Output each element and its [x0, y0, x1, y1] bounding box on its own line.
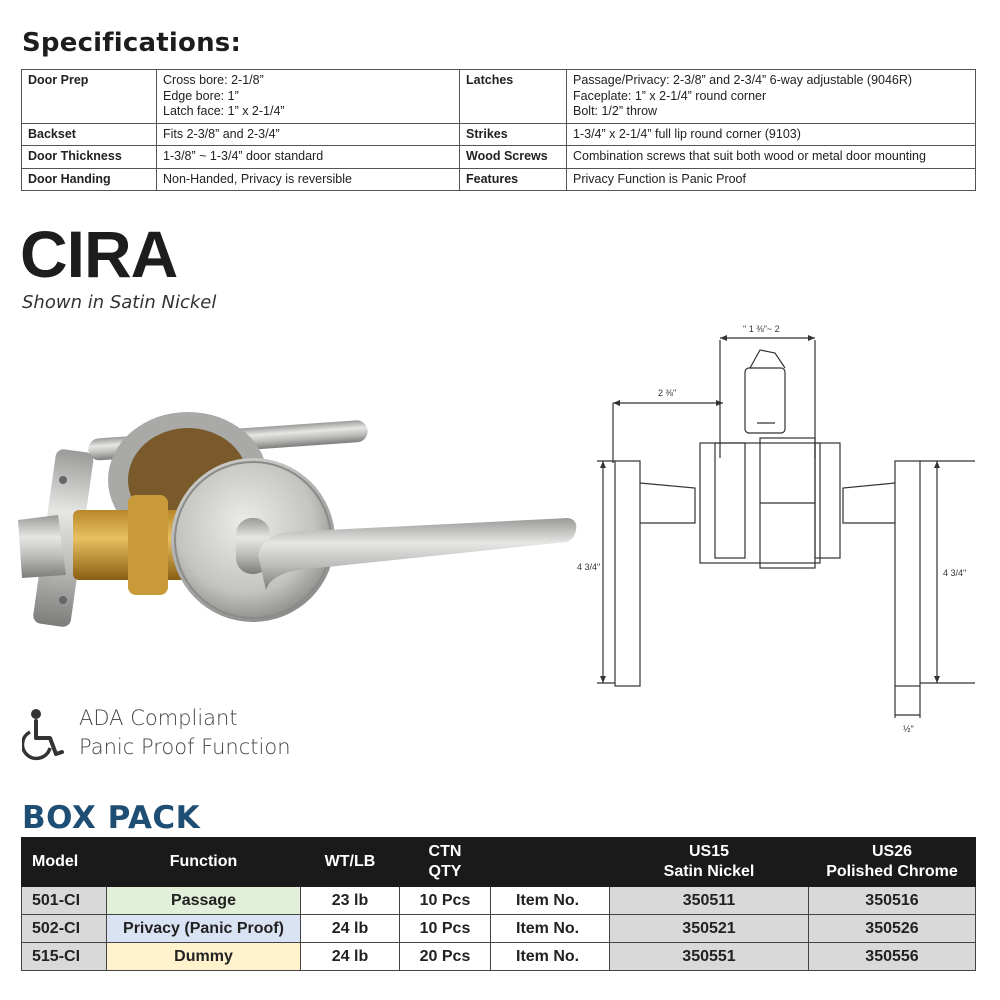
spec-label: Door Thickness: [22, 146, 157, 169]
feature-lines: [79, 704, 291, 762]
qty-cell: 20 Pcs: [400, 943, 491, 971]
function-cell: Privacy (Panic Proof): [107, 915, 301, 943]
specifications-table: [21, 69, 976, 191]
model-cell: 515-CI: [22, 943, 107, 971]
spec-row: [22, 168, 976, 191]
weight-cell: 24 lb: [301, 915, 400, 943]
spec-line: Non-Handed, Privacy is reversible: [163, 171, 352, 186]
table-row: [22, 943, 976, 971]
spec-value: [157, 146, 460, 169]
box-pack-title: BOX PACK: [22, 800, 201, 836]
spec-line: Combination screws that suit both wood or metal door mounting: [573, 149, 926, 163]
specifications-title: Specifications:: [22, 28, 242, 58]
spec-value: [157, 123, 460, 146]
dim-door-thickness: " 1 ⅜"~ 2: [743, 324, 780, 334]
spec-line: Faceplate: 1” x 2-1/4” round corner: [573, 88, 767, 103]
dim-lever-width: ½": [903, 724, 914, 734]
us26-item-cell: 350526: [809, 915, 976, 943]
lever-handle-photo: [18, 400, 578, 650]
spec-label: Strikes: [460, 123, 567, 146]
us26-item-cell: 350556: [809, 943, 976, 971]
us15-item-cell: 350511: [610, 887, 809, 915]
ada-compliant-text: ADA Compliant: [79, 706, 238, 730]
dim-height-right: 4 3/4": [943, 568, 967, 578]
qty-cell: 10 Pcs: [400, 915, 491, 943]
item-label-cell: Item No.: [491, 943, 610, 971]
col-us15-code: US15: [688, 843, 730, 860]
col-qty-line: QTY: [428, 863, 462, 880]
spec-value: [567, 123, 976, 146]
table-row: [22, 915, 976, 943]
product-finish-caption: Shown in Satin Nickel: [22, 292, 217, 313]
spec-label: Backset: [22, 123, 157, 146]
spec-line: Cross bore: 2-1/8”: [163, 73, 264, 87]
us15-item-cell: 350551: [610, 943, 809, 971]
spec-line: Passage/Privacy: 2-3/8” and 2-3/4” 6-way adjustable (9046R): [573, 73, 913, 87]
spec-value: [157, 70, 460, 124]
col-function: Function: [107, 838, 301, 887]
col-us15: [610, 838, 809, 887]
spec-row: [22, 123, 976, 146]
qty-cell: 10 Pcs: [400, 887, 491, 915]
spec-label: Features: [460, 168, 567, 191]
table-row: [22, 887, 976, 915]
wheelchair-icon: [22, 708, 68, 762]
weight-cell: 23 lb: [301, 887, 400, 915]
spec-line: 1-3/8” ~ 1-3/4” door standard: [163, 149, 324, 163]
col-us15-finish: Satin Nickel: [663, 863, 755, 880]
us15-item-cell: 350521: [610, 915, 809, 943]
col-model: Model: [22, 838, 107, 887]
spec-label: Door Handing: [22, 168, 157, 191]
function-cell: Passage: [107, 887, 301, 915]
spec-value: [157, 168, 460, 191]
box-pack-table: [21, 837, 976, 971]
dim-backset: 2 ⅜": [658, 388, 677, 398]
product-name: CIRA: [20, 217, 178, 291]
col-us26-code: US26: [871, 843, 913, 860]
dim-height-left: 4 3/4": [577, 562, 601, 572]
col-us26-finish: Polished Chrome: [826, 863, 958, 880]
spec-row: [22, 70, 976, 124]
item-label-cell: Item No.: [491, 915, 610, 943]
spec-value: [567, 168, 976, 191]
col-us26: [809, 838, 976, 887]
spec-label: Door Prep: [22, 70, 157, 124]
spec-value: [567, 146, 976, 169]
col-ctn-line: CTN: [428, 843, 462, 860]
spec-label: Wood Screws: [460, 146, 567, 169]
col-weight: WT/LB: [301, 838, 400, 887]
function-cell: Dummy: [107, 943, 301, 971]
spec-label: Latches: [460, 70, 567, 124]
spec-line: Latch face: 1” x 2-1/4”: [163, 104, 285, 118]
us26-item-cell: 350516: [809, 887, 976, 915]
spec-line: Edge bore: 1”: [163, 88, 239, 103]
panic-proof-text: Panic Proof Function: [79, 735, 291, 759]
spec-line: Fits 2-3/8” and 2-3/4”: [163, 126, 280, 141]
weight-cell: 24 lb: [301, 943, 400, 971]
spec-value: [567, 70, 976, 124]
spec-line: Privacy Function is Panic Proof: [573, 171, 746, 186]
col-ctn-qty: [400, 838, 491, 887]
box-pack-header: [22, 838, 976, 887]
dimension-diagram: [575, 318, 985, 738]
item-label-cell: Item No.: [491, 887, 610, 915]
model-cell: 501-CI: [22, 887, 107, 915]
col-item: [491, 838, 610, 887]
spec-line: 1-3/4” x 2-1/4” full lip round corner (9103): [573, 126, 801, 141]
model-cell: 502-CI: [22, 915, 107, 943]
spec-row: [22, 146, 976, 169]
spec-line: Bolt: 1/2” throw: [573, 104, 658, 118]
